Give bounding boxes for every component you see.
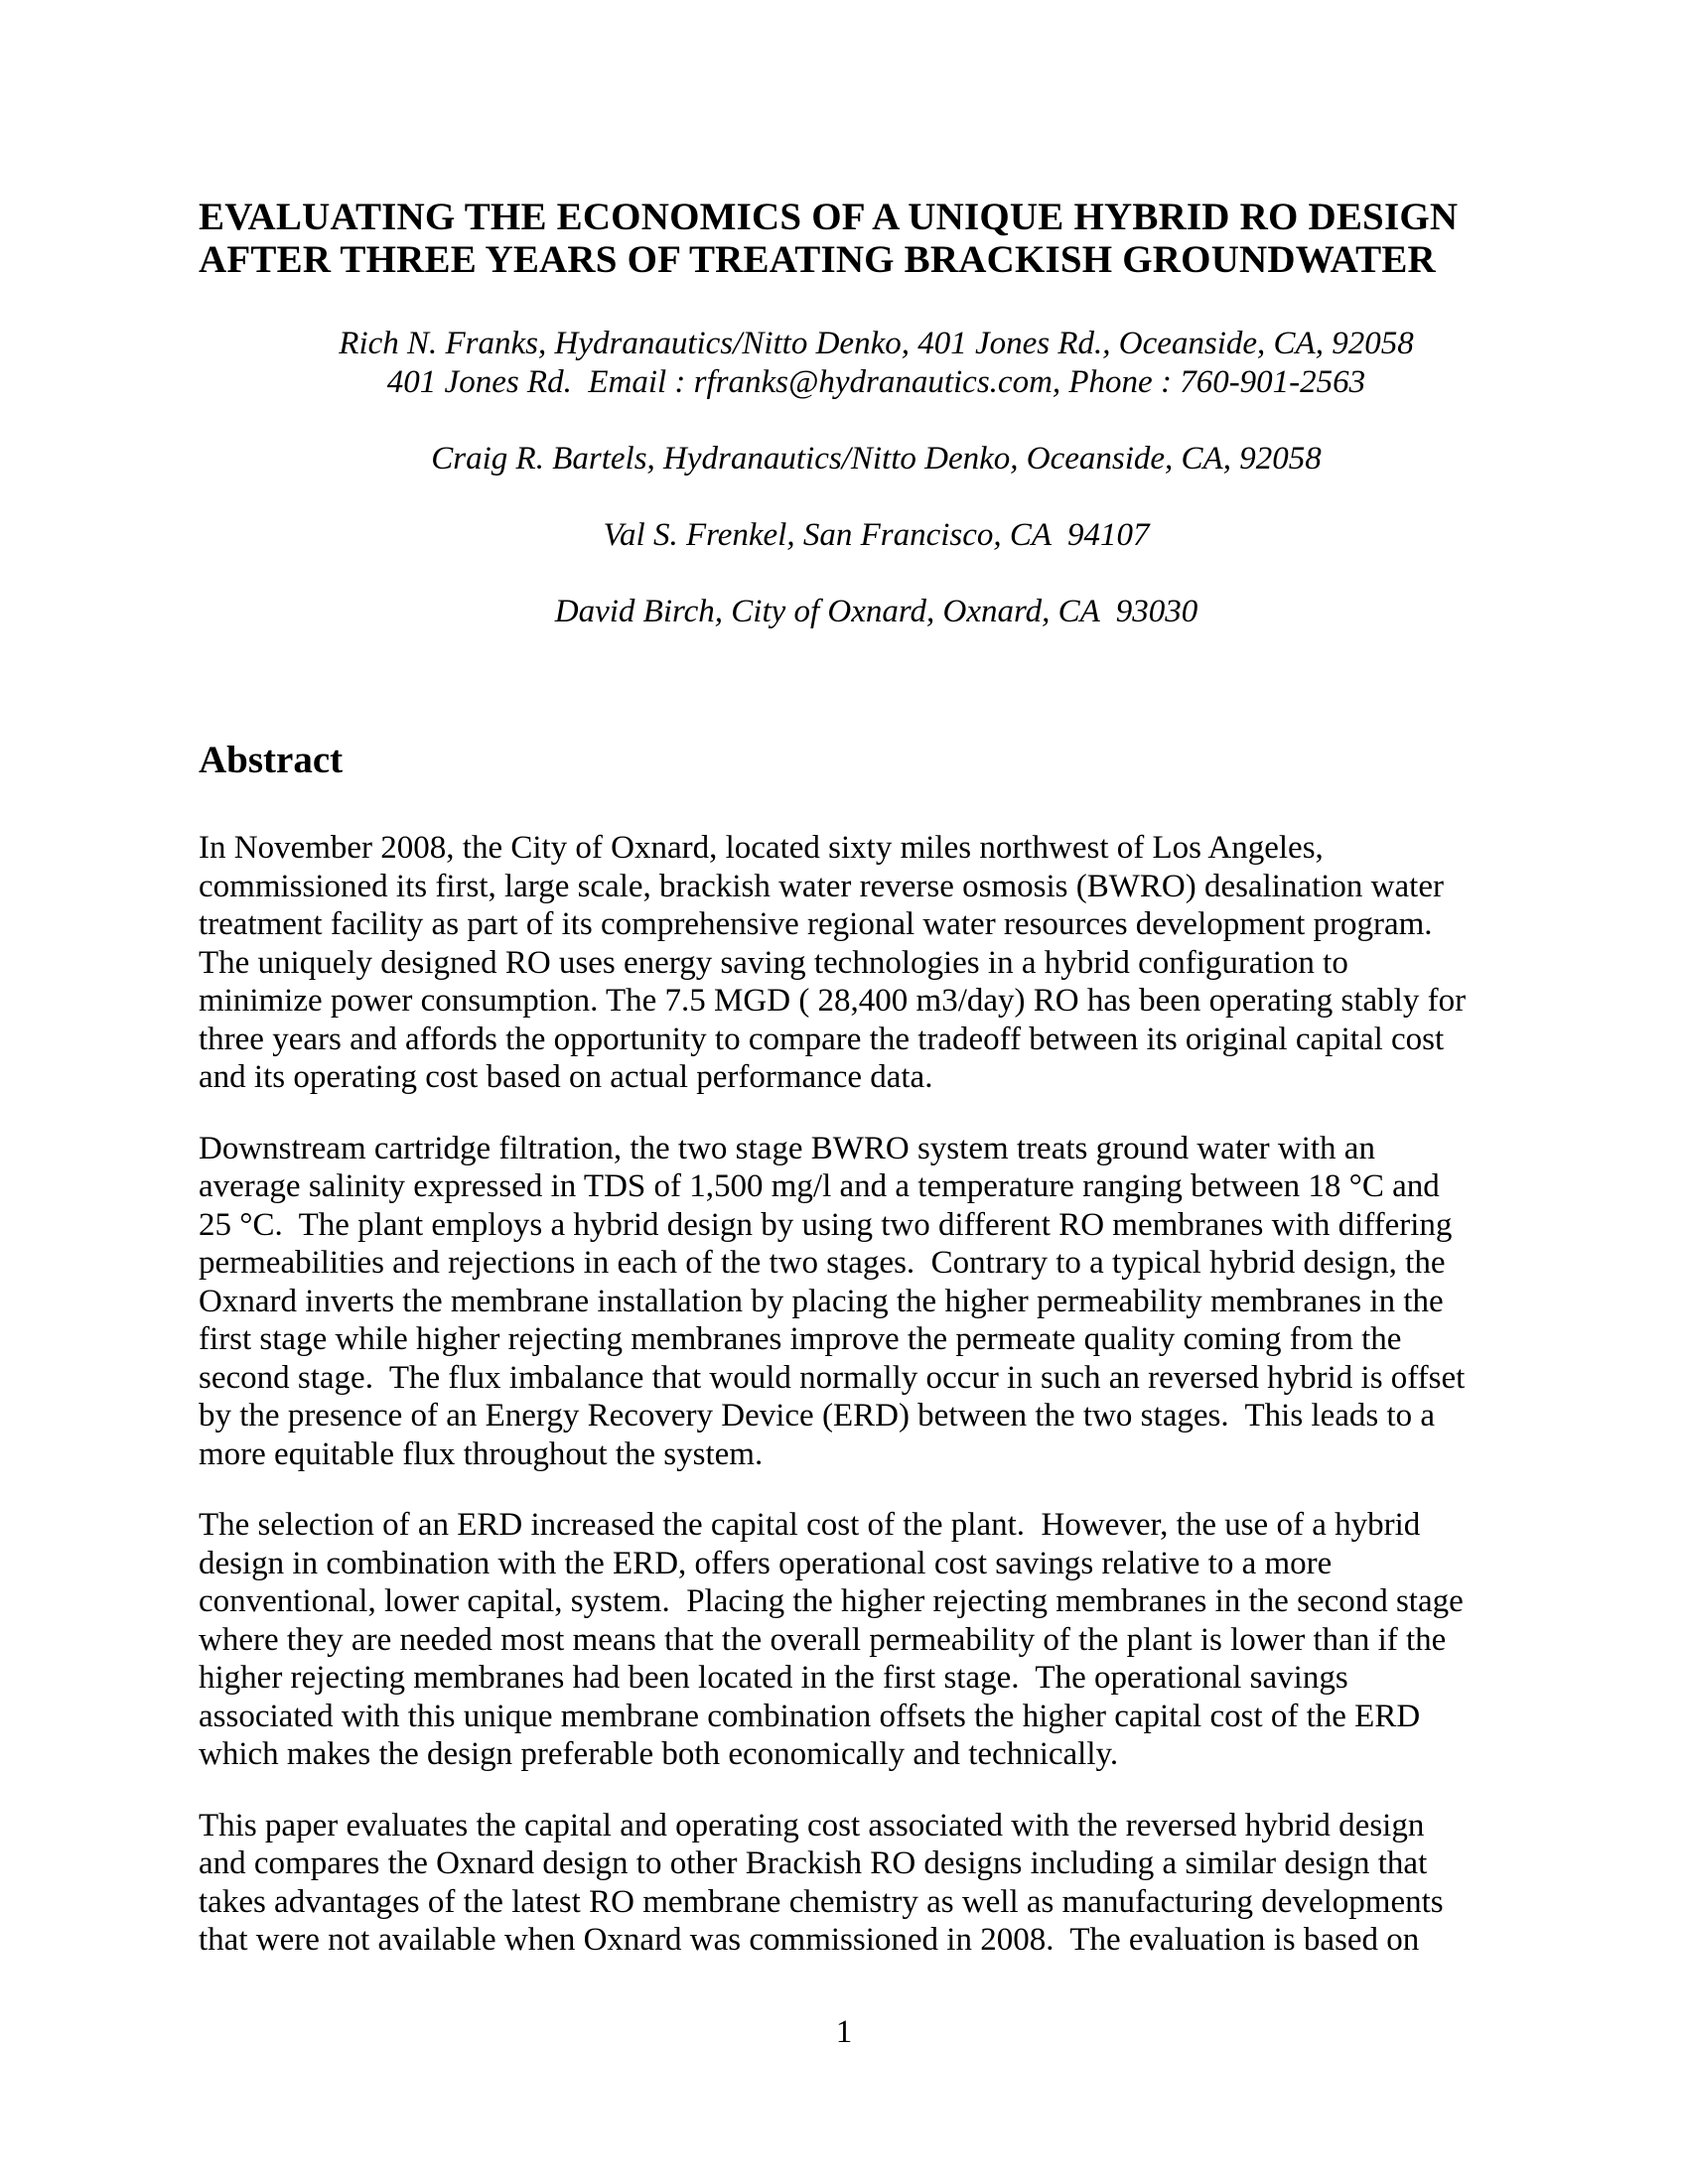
author-entry-frenkel [199,516,1554,555]
text-line: 25 °C. The plant employs a hybrid design by using two different RO membranes with differing [199,1206,1453,1243]
abstract-body [199,829,1466,1992]
author-affiliation-line: Val S. Frenkel, San Francisco, CA 94107 [603,516,1150,553]
text-line: Oxnard inverts the membrane installation by placing the higher permeability membranes in the [199,1283,1444,1319]
text-line: commissioned its first, large scale, brackish water reverse osmosis (BWRO) desalination water [199,868,1444,904]
text-line: takes advantages of the latest RO membrane chemistry as well as manufacturing developments [199,1883,1444,1920]
text-line: The uniquely designed RO uses energy saving technologies in a hybrid configuration to [199,944,1348,981]
text-line: three years and affords the opportunity to compare the tradeoff between its original capital cost [199,1021,1445,1057]
text-line: higher rejecting membranes had been located in the first stage. The operational savings [199,1660,1348,1696]
text-line: minimize power consumption. The 7.5 MGD ( 28,400 m3/day) RO has been operating stably for [199,983,1467,1019]
author-affiliation-line: Rich N. Franks, Hydranautics/Nitto Denko, 401 Jones Rd., Oceanside, CA, 92058 [339,326,1414,361]
author-entry-franks [199,325,1554,401]
text-line: Downstream cartridge filtration, the two stage BWRO system treats ground water with an [199,1130,1375,1166]
author-contact-line: 401 Jones Rd. Email : rfranks@hydranautics.com, Phone : 760-901-2563 [386,363,1366,400]
text-line: design in combination with the ERD, offers operational cost savings relative to a more [199,1545,1333,1581]
text-line: associated with this unique membrane combination offsets the higher capital cost of the ERD [199,1698,1421,1734]
author-entry-birch [199,593,1554,631]
text-line: second stage. The flux imbalance that would normally occur in such an reversed hybrid is offset [199,1359,1466,1396]
text-line: conventional, lower capital, system. Placing the higher rejecting membranes in the second stage [199,1583,1464,1619]
text-line: In November 2008, the City of Oxnard, located sixty miles northwest of Los Angeles, [199,830,1324,866]
text-line: treatment facility as part of its comprehensive regional water resources development program. [199,906,1433,942]
text-line: more equitable flux throughout the system. [199,1435,764,1472]
author-affiliation-line: Craig R. Bartels, Hydranautics/Nitto Denko, Oceanside, CA, 92058 [431,440,1322,477]
text-line: and compares the Oxnard design to other Brackish RO designs including a similar design that [199,1845,1428,1881]
text-line: average salinity expressed in TDS of 1,500 mg/l and a temperature ranging between 18 °C and [199,1168,1440,1204]
paper-title-line-1: EVALUATING THE ECONOMICS OF A UNIQUE HYBRID RO DESIGN [199,196,1459,238]
paper-title-line-2: AFTER THREE YEARS OF TREATING BRACKISH GROUNDWATER [199,238,1436,281]
page-number: 1 [835,2014,853,2050]
text-line: This paper evaluates the capital and operating cost associated with the reversed hybrid design [199,1807,1425,1843]
text-line: by the presence of an Energy Recovery Device (ERD) between the two stages. This leads to a [199,1398,1436,1433]
text-line: that were not available when Oxnard was commissioned in 2008. The evaluation is based on [199,1922,1420,1958]
section-heading-abstract: Abstract [199,739,344,781]
text-line: and its operating cost based on actual performance data. [199,1059,933,1095]
text-line: where they are needed most means that the overall permeability of the plant is lower than if the [199,1621,1447,1658]
text-line: which makes the design preferable both economically and technically. [199,1736,1119,1772]
author-affiliation-line: David Birch, City of Oxnard, Oxnard, CA 93030 [554,593,1198,629]
paper-title [199,196,1458,281]
text-line: The selection of an ERD increased the capital cost of the plant. However, the use of a hybrid [199,1507,1421,1543]
text-line: permeabilities and rejections in each of the two stages. Contrary to a typical hybrid design, the [199,1245,1446,1281]
author-entry-bartels [199,440,1554,478]
text-line: first stage while higher rejecting membranes improve the permeate quality coming from the [199,1321,1402,1357]
author-block [199,325,1554,630]
